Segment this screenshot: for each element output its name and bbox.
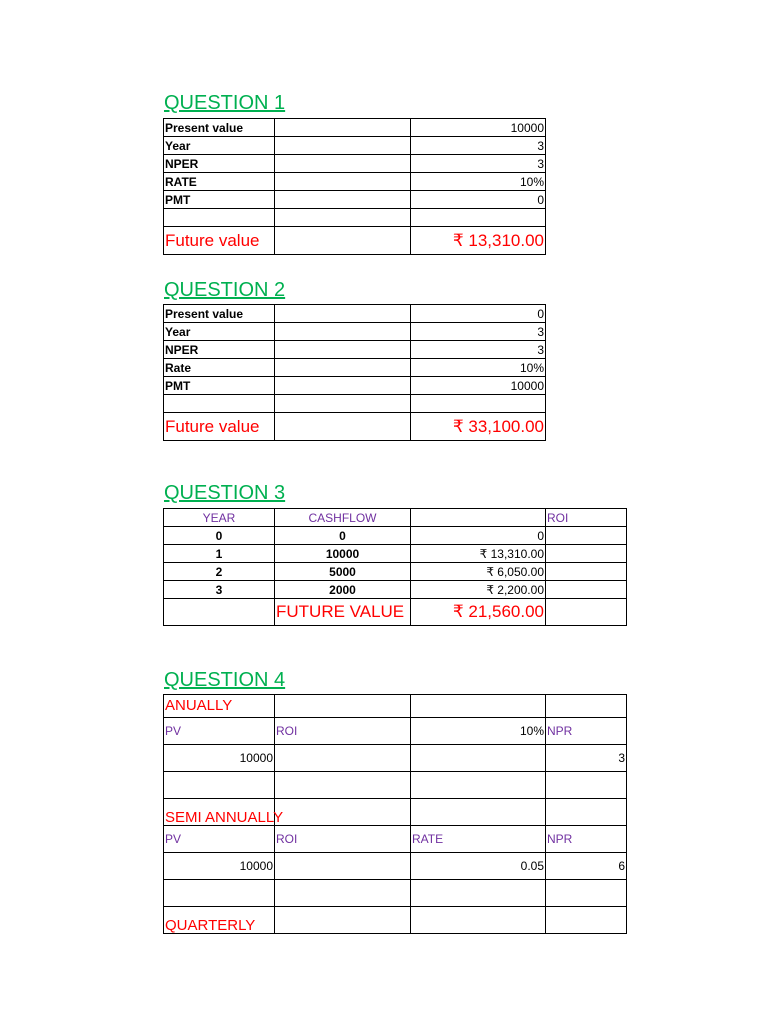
table-row [164, 155, 546, 173]
cashflow-cell: 10000 [275, 545, 411, 563]
header-row [164, 509, 627, 527]
roi-header: ROI [275, 718, 411, 745]
result-row [164, 413, 546, 441]
header-row [164, 826, 627, 853]
table-row [164, 341, 546, 359]
rate-value: 0.05 [411, 853, 546, 880]
row-label: Rate [164, 359, 275, 377]
rate-value: 10% [411, 718, 546, 745]
table-row [164, 395, 546, 413]
cashflow-cell: 5000 [275, 563, 411, 581]
table-row [164, 377, 546, 395]
table-row [164, 305, 546, 323]
table-row [164, 581, 627, 599]
year-header: YEAR [164, 509, 275, 527]
cashflow-cell: 0 [275, 527, 411, 545]
row-label: PMT [164, 191, 275, 209]
cashflow-header: CASHFLOW [275, 509, 411, 527]
row-label: Present value [164, 119, 275, 137]
rate-header: RATE [411, 826, 546, 853]
row-value: 0 [411, 305, 546, 323]
result-row [164, 227, 546, 255]
table-row [164, 323, 546, 341]
question-4-table [163, 694, 627, 934]
row-value: 10000 [411, 119, 546, 137]
npr-value: 6 [546, 853, 627, 880]
roi-header: ROI [275, 826, 411, 853]
quarterly-label: QUARTERLY [164, 907, 275, 934]
section-row [164, 695, 627, 718]
result-row [164, 599, 627, 626]
year-cell: 2 [164, 563, 275, 581]
section-row [164, 799, 627, 826]
table-row [164, 745, 627, 772]
result-label: Future value [164, 227, 275, 255]
section-row [164, 907, 627, 934]
row-label: PMT [164, 377, 275, 395]
pv-header: PV [164, 826, 275, 853]
fv-cell: ₹ 2,200.00 [411, 581, 546, 599]
question-4-title: QUESTION 4 [164, 669, 286, 691]
row-value: 0 [411, 191, 546, 209]
result-label: FUTURE VALUE [275, 599, 411, 626]
row-label: NPER [164, 341, 275, 359]
row-value: 3 [411, 341, 546, 359]
header-row [164, 718, 627, 745]
result-value: ₹ 21,560.00 [411, 599, 546, 626]
fv-cell: ₹ 6,050.00 [411, 563, 546, 581]
table-row [164, 173, 546, 191]
row-value: 3 [411, 323, 546, 341]
year-cell: 3 [164, 581, 275, 599]
pv-value: 10000 [164, 853, 275, 880]
row-value: 3 [411, 155, 546, 173]
question-3-title: QUESTION 3 [164, 482, 286, 504]
table-row [164, 191, 546, 209]
cashflow-cell: 2000 [275, 581, 411, 599]
table-row [164, 853, 627, 880]
roi-header: ROI [546, 509, 627, 527]
row-value: 10000 [411, 377, 546, 395]
question-1-title: QUESTION 1 [164, 92, 286, 114]
pv-header: PV [164, 718, 275, 745]
result-value: ₹ 13,310.00 [411, 227, 546, 255]
fv-cell: ₹ 13,310.00 [411, 545, 546, 563]
npr-value: 3 [546, 745, 627, 772]
npr-header: NPR [546, 826, 627, 853]
row-label: RATE [164, 173, 275, 191]
table-row [164, 359, 546, 377]
table-row [164, 563, 627, 581]
question-3-table [163, 508, 627, 626]
year-cell: 1 [164, 545, 275, 563]
row-label: Year [164, 323, 275, 341]
row-label: Present value [164, 305, 275, 323]
result-value: ₹ 33,100.00 [411, 413, 546, 441]
question-2-table [163, 304, 546, 441]
table-row [164, 119, 546, 137]
table-row [164, 527, 627, 545]
row-value: 10% [411, 359, 546, 377]
npr-header: NPR [546, 718, 627, 745]
table-row [164, 772, 627, 799]
table-row [164, 209, 546, 227]
result-label: Future value [164, 413, 275, 441]
pv-value: 10000 [164, 745, 275, 772]
row-label: Year [164, 137, 275, 155]
table-row [164, 545, 627, 563]
question-2-title: QUESTION 2 [164, 279, 286, 301]
row-label: NPER [164, 155, 275, 173]
row-value: 10% [411, 173, 546, 191]
year-cell: 0 [164, 527, 275, 545]
table-row [164, 137, 546, 155]
row-value: 3 [411, 137, 546, 155]
semi-annually-label: SEMI ANNUALLY [164, 799, 275, 826]
table-row [164, 880, 627, 907]
question-1-table [163, 118, 546, 255]
annually-label: ANUALLY [164, 695, 275, 718]
fv-cell: 0 [411, 527, 546, 545]
